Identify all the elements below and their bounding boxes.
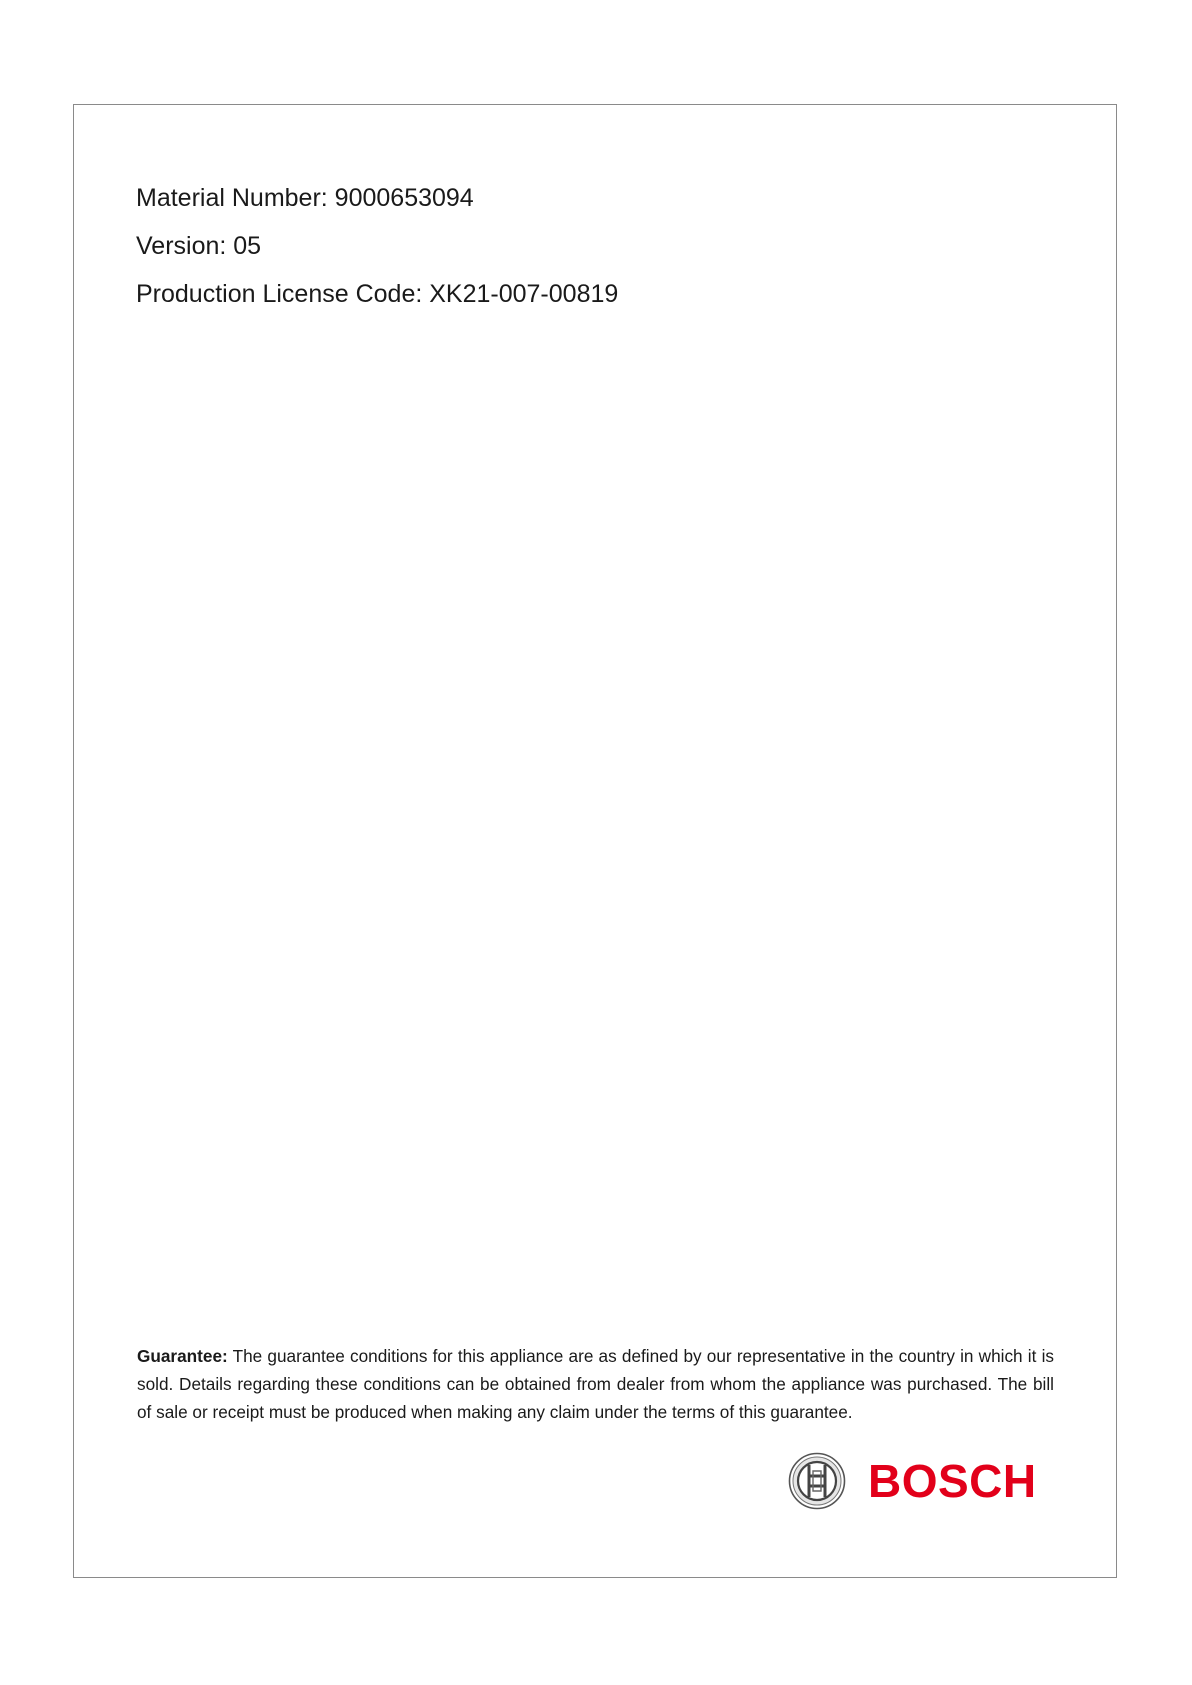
bosch-wordmark: BOSCH <box>868 1455 1037 1507</box>
version: Version: 05 <box>136 232 262 260</box>
bosch-armature-icon <box>788 1452 846 1510</box>
production-license-code: Production License Code: XK21-007-00819 <box>136 280 619 308</box>
bosch-logo <box>788 1452 1037 1510</box>
guarantee-text: The guarantee conditions for this appliance are as defined by our representative in the country in which it is sold. Details regarding these conditions can be obtained from dealer from whom the appliance was purchased. The bill of sale or receipt must be produced when making any claim under the terms of this guarantee. <box>137 1346 1054 1422</box>
material-number: Material Number: 9000653094 <box>136 184 474 212</box>
guarantee-label: Guarantee: <box>137 1346 228 1366</box>
document-info <box>136 184 618 328</box>
guarantee-paragraph <box>137 1342 1054 1426</box>
